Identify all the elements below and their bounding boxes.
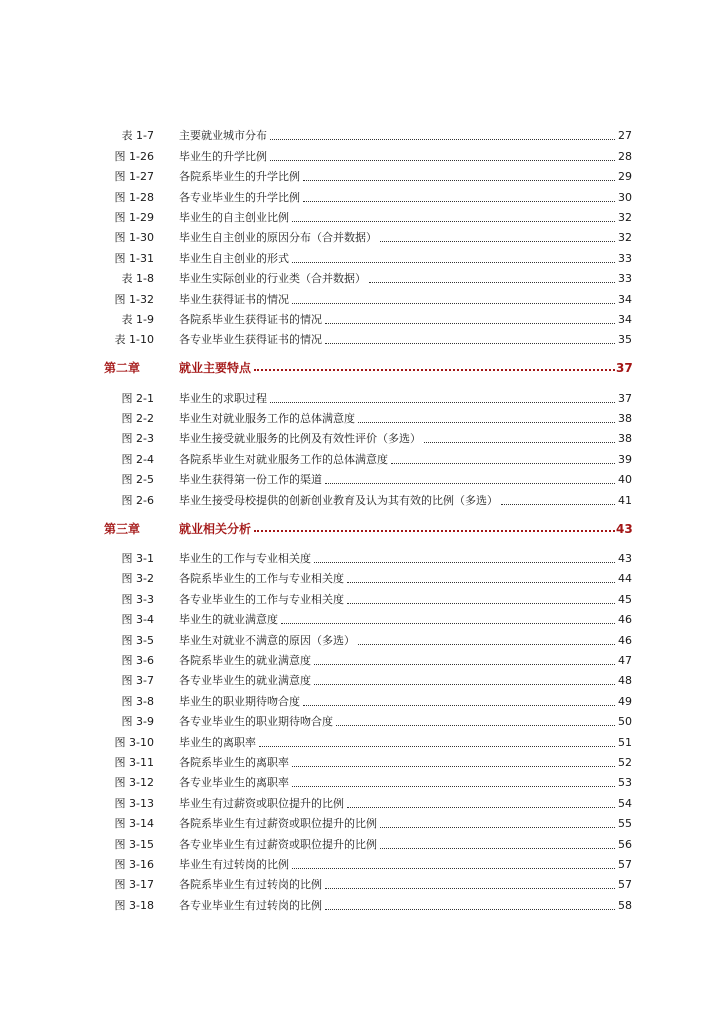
dot-leader (325, 343, 615, 344)
page-number: 44 (618, 572, 632, 586)
entry-title: 各院系毕业生有过转岗的比例 (179, 878, 322, 892)
page-number: 48 (618, 674, 632, 688)
entry-label: 图 3-17 (114, 878, 154, 892)
dot-leader (358, 644, 615, 645)
dot-leader (292, 303, 615, 304)
chapter-number: 第三章 (104, 521, 141, 536)
entry-label: 图 3-16 (114, 857, 154, 871)
entry-label: 图 3-14 (114, 817, 154, 831)
page-number: 34 (618, 312, 632, 326)
entry-title: 毕业生对就业服务工作的总体满意度 (179, 412, 355, 426)
entry-title: 各专业毕业生的升学比例 (179, 190, 300, 204)
entry-title: 毕业生自主创业的形式 (179, 251, 289, 265)
entry-title: 各院系毕业生获得证书的情况 (179, 312, 322, 326)
page-number: 32 (618, 231, 632, 245)
toc-entry[interactable] (104, 689, 632, 709)
entry-title: 毕业生的工作与专业相关度 (179, 552, 311, 566)
toc-entry[interactable] (104, 771, 632, 791)
toc-entry[interactable] (104, 587, 632, 607)
entry-label: 图 1-26 (114, 149, 154, 163)
entry-title: 毕业生获得第一份工作的渠道 (179, 473, 322, 487)
dot-leader (380, 241, 615, 242)
page-number: 39 (618, 452, 632, 466)
toc-entry[interactable] (104, 488, 632, 508)
dot-leader (501, 504, 615, 505)
entry-label: 图 2-3 (121, 432, 154, 446)
entry-label: 图 3-4 (121, 613, 154, 627)
entry-title: 各专业毕业生获得证书的情况 (179, 333, 322, 347)
chapter-title: 就业主要特点 (179, 361, 252, 376)
entry-label: 表 1-9 (121, 312, 154, 326)
page-number: 53 (618, 776, 632, 790)
toc-entry[interactable] (104, 407, 632, 427)
entry-title: 各院系毕业生对就业服务工作的总体满意度 (179, 452, 388, 466)
dot-leader (325, 323, 615, 324)
toc-entry[interactable] (104, 246, 632, 266)
page-number: 57 (618, 857, 632, 871)
dot-leader (325, 909, 615, 910)
dot-leader (270, 139, 615, 140)
entry-title: 各院系毕业生有过薪资或职位提升的比例 (179, 817, 377, 831)
page-number: 47 (618, 653, 632, 667)
entry-label: 图 3-2 (121, 572, 154, 586)
toc-entry[interactable] (104, 669, 632, 689)
toc-entry[interactable] (104, 567, 632, 587)
page-number: 33 (618, 251, 632, 265)
entry-label: 图 3-11 (114, 755, 154, 769)
dot-leader (303, 705, 615, 706)
dot-leader (380, 827, 615, 828)
entry-label: 图 2-5 (121, 473, 154, 487)
dot-leader (281, 623, 615, 624)
entry-label: 图 1-28 (114, 190, 154, 204)
page-number: 40 (618, 473, 632, 487)
page-number: 45 (618, 592, 632, 606)
toc-entry[interactable] (104, 287, 632, 307)
toc-entry[interactable] (104, 206, 632, 226)
toc-entry[interactable] (104, 185, 632, 205)
entry-label: 表 1-10 (114, 333, 154, 347)
entry-label: 图 3-9 (121, 715, 154, 729)
entry-label: 图 3-8 (121, 694, 154, 708)
toc-entry[interactable] (104, 308, 632, 328)
dot-leader (292, 262, 615, 263)
page-number: 46 (618, 633, 632, 647)
entry-label: 图 1-30 (114, 231, 154, 245)
page-number: 37 (618, 391, 632, 405)
entry-label: 表 1-8 (121, 272, 154, 286)
page-number: 38 (618, 412, 632, 426)
toc-entry[interactable] (104, 447, 632, 467)
entry-title: 毕业生有过薪资或职位提升的比例 (179, 796, 344, 810)
toc-entry[interactable] (104, 468, 632, 488)
dot-leader (254, 530, 615, 532)
toc-entry[interactable] (104, 873, 632, 893)
entry-label: 图 1-31 (114, 251, 154, 265)
page-number: 50 (618, 715, 632, 729)
entry-label: 图 3-1 (121, 552, 154, 566)
entry-label: 图 3-10 (114, 735, 154, 749)
entry-title: 主要就业城市分布 (179, 129, 267, 143)
dot-leader (391, 463, 615, 464)
entry-title: 毕业生的自主创业比例 (179, 210, 289, 224)
toc-entry[interactable] (104, 751, 632, 771)
page-number: 49 (618, 694, 632, 708)
page-number: 27 (618, 129, 632, 143)
page-number: 32 (618, 210, 632, 224)
page-number: 43 (616, 521, 633, 536)
entry-label: 图 3-5 (121, 633, 154, 647)
entry-title: 各专业毕业生的职业期待吻合度 (179, 715, 333, 729)
dot-leader (259, 746, 615, 747)
entry-label: 图 3-15 (114, 837, 154, 851)
toc-chapter-heading[interactable] (104, 352, 632, 376)
toc-entry[interactable] (104, 812, 632, 832)
entry-title: 毕业生有过转岗的比例 (179, 857, 289, 871)
entry-label: 图 2-6 (121, 493, 154, 507)
dot-leader (303, 180, 615, 181)
entry-label: 图 1-32 (114, 292, 154, 306)
entry-title: 各专业毕业生有过转岗的比例 (179, 898, 322, 912)
entry-title: 毕业生获得证书的情况 (179, 292, 289, 306)
dot-leader (292, 786, 615, 787)
entry-title: 各院系毕业生的就业满意度 (179, 653, 311, 667)
toc-entry[interactable] (104, 144, 632, 164)
entry-label: 图 2-1 (121, 391, 154, 405)
page-number: 33 (618, 272, 632, 286)
dot-leader (270, 160, 615, 161)
dot-leader (347, 603, 615, 604)
entry-label: 图 3-13 (114, 796, 154, 810)
toc-entry[interactable] (104, 853, 632, 873)
toc-chapter-heading[interactable] (104, 513, 632, 537)
page-number: 34 (618, 292, 632, 306)
toc-entry[interactable] (104, 893, 632, 913)
toc-entry[interactable] (104, 730, 632, 750)
page-number: 30 (618, 190, 632, 204)
entry-title: 毕业生的升学比例 (179, 149, 267, 163)
toc-entry[interactable] (104, 649, 632, 669)
page-number: 38 (618, 432, 632, 446)
page-number: 43 (618, 552, 632, 566)
entry-title: 各专业毕业生的工作与专业相关度 (179, 592, 344, 606)
dot-leader (369, 282, 615, 283)
entry-title: 各院系毕业生的工作与专业相关度 (179, 572, 344, 586)
page-number: 37 (616, 361, 633, 376)
page-number: 28 (618, 149, 632, 163)
page-number: 56 (618, 837, 632, 851)
entry-label: 图 1-27 (114, 170, 154, 184)
toc-entry[interactable] (104, 608, 632, 628)
entry-label: 图 2-2 (121, 412, 154, 426)
entry-label: 图 2-4 (121, 452, 154, 466)
entry-title: 各院系毕业生的离职率 (179, 755, 289, 769)
dot-leader (358, 422, 615, 423)
page-number: 35 (618, 333, 632, 347)
toc-entry[interactable] (104, 427, 632, 447)
toc-entry[interactable] (104, 386, 632, 406)
toc-entry[interactable] (104, 547, 632, 567)
toc-entry[interactable] (104, 165, 632, 185)
dot-leader (325, 483, 615, 484)
dot-leader (347, 807, 615, 808)
entry-title: 各专业毕业生的离职率 (179, 776, 289, 790)
entry-label: 图 3-12 (114, 776, 154, 790)
entry-label: 表 1-7 (121, 129, 154, 143)
page-number: 52 (618, 755, 632, 769)
entry-title: 毕业生对就业不满意的原因（多选） (179, 633, 355, 647)
toc-entry[interactable] (104, 226, 632, 246)
chapter-number: 第二章 (104, 361, 141, 376)
entry-title: 毕业生实际创业的行业类（合并数据） (179, 272, 366, 286)
entry-title: 各专业毕业生有过薪资或职位提升的比例 (179, 837, 377, 851)
toc-entry[interactable] (104, 328, 632, 348)
table-of-contents (104, 124, 632, 914)
entry-label: 图 3-6 (121, 653, 154, 667)
entry-title: 毕业生接受就业服务的比例及有效性评价（多选） (179, 432, 421, 446)
dot-leader (292, 221, 615, 222)
dot-leader (314, 562, 615, 563)
page-number: 54 (618, 796, 632, 810)
entry-title: 各专业毕业生的就业满意度 (179, 674, 311, 688)
dot-leader (314, 684, 615, 685)
dot-leader (254, 369, 615, 371)
entry-title: 毕业生接受母校提供的创新创业教育及认为其有效的比例（多选） (179, 493, 498, 507)
page-number: 51 (618, 735, 632, 749)
dot-leader (424, 442, 615, 443)
dot-leader (314, 664, 615, 665)
page-number: 41 (618, 493, 632, 507)
dot-leader (347, 582, 615, 583)
dot-leader (270, 402, 615, 403)
entry-title: 各院系毕业生的升学比例 (179, 170, 300, 184)
entry-label: 图 3-7 (121, 674, 154, 688)
dot-leader (325, 888, 615, 889)
page-number: 55 (618, 817, 632, 831)
toc-entry[interactable] (104, 710, 632, 730)
toc-entry[interactable] (104, 832, 632, 852)
dot-leader (380, 848, 615, 849)
page-number: 57 (618, 878, 632, 892)
entry-label: 图 3-18 (114, 898, 154, 912)
entry-label: 图 1-29 (114, 210, 154, 224)
dot-leader (292, 868, 615, 869)
entry-title: 毕业生的职业期待吻合度 (179, 694, 300, 708)
entry-label: 图 3-3 (121, 592, 154, 606)
entry-title: 毕业生的求职过程 (179, 391, 267, 405)
chapter-title: 就业相关分析 (179, 521, 252, 536)
dot-leader (336, 725, 615, 726)
toc-entry[interactable] (104, 628, 632, 648)
toc-entry[interactable] (104, 124, 632, 144)
dot-leader (292, 766, 615, 767)
entry-title: 毕业生的离职率 (179, 735, 256, 749)
entry-title: 毕业生自主创业的原因分布（合并数据） (179, 231, 377, 245)
toc-entry[interactable] (104, 267, 632, 287)
page-number: 29 (618, 170, 632, 184)
entry-title: 毕业生的就业满意度 (179, 613, 278, 627)
toc-entry[interactable] (104, 791, 632, 811)
page-number: 46 (618, 613, 632, 627)
dot-leader (303, 201, 615, 202)
page-number: 58 (618, 898, 632, 912)
